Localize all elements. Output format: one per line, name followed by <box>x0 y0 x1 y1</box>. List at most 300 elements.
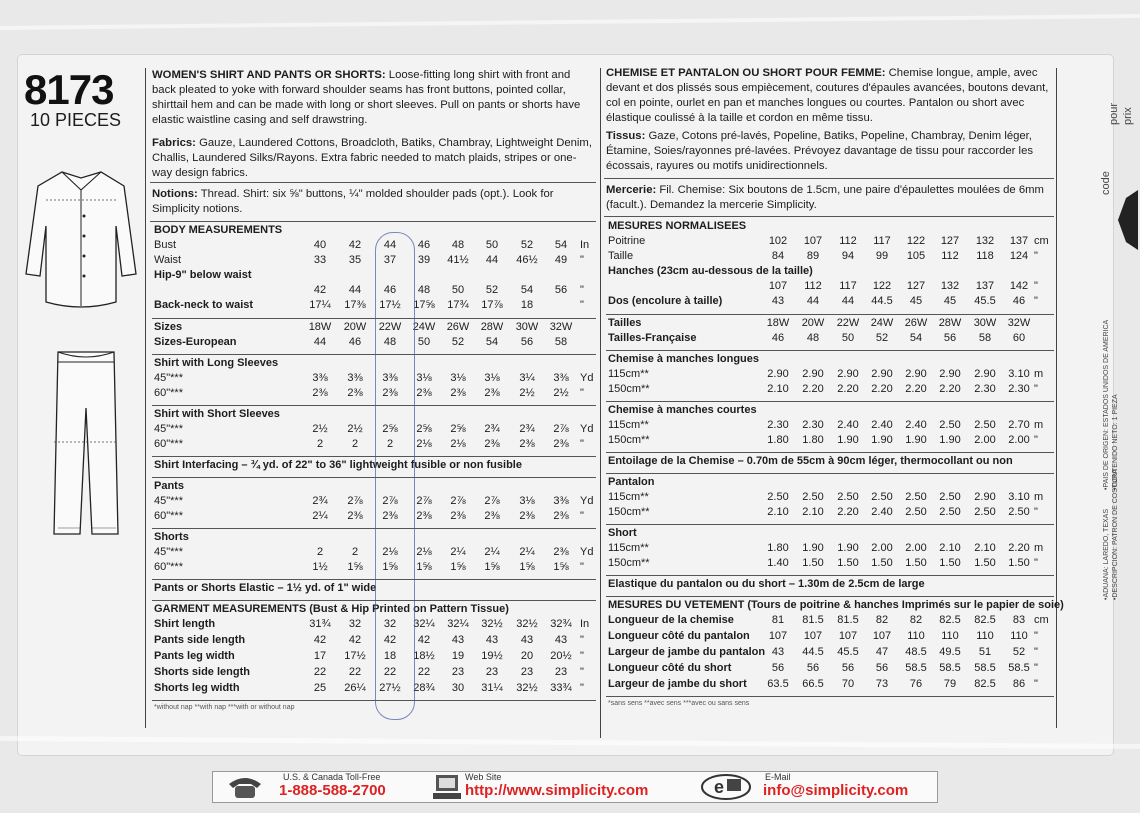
garment-row-value: 25 <box>313 682 327 694</box>
short-60-value: 2⅜ <box>519 438 535 450</box>
section-rule <box>150 221 596 222</box>
shorts-60-value: 1.50 <box>905 557 927 569</box>
body-row-value: 102 <box>768 235 788 247</box>
long-45-value: 3.10 <box>1008 368 1030 380</box>
en-description: WOMEN'S SHIRT AND PANTS OR SHORTS: Loose-fitting long shirt with front and back pleated to yoke with forward shoulder seams has front buttons, pointed collar, shirttail hem and can be made with long or short sleeves. Pull on pants or shorts have elastic waistline casing and self drawstring. <box>152 69 581 126</box>
web-label: Web Site <box>465 772 502 782</box>
body-row-value: 17⅜ <box>344 299 366 311</box>
shorts-45-value: 2 <box>316 546 324 558</box>
interfacing-note: Shirt Interfacing – ¾ yd. of 22" to 36" lightweight fusible or non fusible <box>154 459 522 471</box>
short-60-value: 1.90 <box>905 434 927 446</box>
section-rule <box>606 524 1054 525</box>
garment-row-value: 42 <box>383 634 397 646</box>
garment-row-value: 32¼ <box>447 618 469 630</box>
body-row-value: 52 <box>520 239 534 251</box>
section-rule <box>150 182 596 183</box>
body-row-value: 132 <box>975 235 995 247</box>
shorts-60-value: 1⅝ <box>484 561 500 573</box>
shorts-60-unit: " <box>580 561 584 573</box>
body-row-value: 132 <box>940 280 960 292</box>
garment-row-value: 58.5 <box>905 662 927 674</box>
garment-row-unit: " <box>1034 646 1038 658</box>
email-address[interactable]: info@simplicity.com <box>763 782 909 799</box>
body-row-value: 84 <box>771 250 785 262</box>
column-divider <box>1056 68 1057 728</box>
size-eu-value: 58 <box>978 332 992 344</box>
garment-row-unit: " <box>580 650 584 662</box>
short-45-value: 2.40 <box>837 419 859 431</box>
garment-row-value: 17½ <box>344 650 366 662</box>
garment-row-label: Shorts side length <box>154 666 250 678</box>
shorts-45-value: 2¼ <box>519 546 535 558</box>
body-row-value: 46 <box>383 284 397 296</box>
size-eu-value: 44 <box>313 336 327 348</box>
garment-row-unit: In <box>580 618 590 630</box>
body-row-value: 122 <box>906 235 926 247</box>
garment-row-unit: cm <box>1034 614 1049 626</box>
short-45-unit: m <box>1034 419 1044 431</box>
pants-60-value: 2⅜ <box>450 510 466 522</box>
size-eu-value: 46 <box>348 336 362 348</box>
pants-60-value: 2.50 <box>974 506 996 518</box>
garment-row-value: 26¼ <box>344 682 366 694</box>
garment-row-value: 23 <box>451 666 465 678</box>
body-row-value: 48 <box>417 284 431 296</box>
body-row-unit: " <box>580 284 584 296</box>
size-eu-value: 58 <box>554 336 568 348</box>
short-60-value: 1.90 <box>837 434 859 446</box>
size-value: 20W <box>801 317 825 329</box>
garment-row-value: 32½ <box>516 682 538 694</box>
short-60-value: 1.80 <box>767 434 789 446</box>
shorts-45-value: 2.20 <box>1008 542 1030 554</box>
short-45-value: 2.70 <box>1008 419 1030 431</box>
body-row-value: 44 <box>841 295 855 307</box>
sizes-eu-label: Sizes-European <box>154 336 237 348</box>
garment-row-value: 43 <box>554 634 568 646</box>
body-row-value: 17¾ <box>447 299 469 311</box>
garment-row-value: 66.5 <box>802 678 824 690</box>
size-eu-value: 54 <box>485 336 499 348</box>
garment-row-label: Longueur côté du short <box>608 662 732 674</box>
body-row-value: 112 <box>941 250 959 262</box>
short-60-value: 2⅜ <box>484 438 500 450</box>
body-row-value: 122 <box>872 280 892 292</box>
garment-row-value: 43 <box>485 634 499 646</box>
short-60-value: 2.00 <box>974 434 996 446</box>
long-45-value: 2.90 <box>871 368 893 380</box>
shirt-sketch <box>24 166 139 316</box>
garment-row-label: Pants leg width <box>154 650 235 662</box>
section-rule <box>152 456 596 457</box>
pants-60-value: 2⅜ <box>382 510 398 522</box>
long-60-value: 2⅜ <box>347 387 363 399</box>
garment-row-value: 28¾ <box>413 682 435 694</box>
pants-60-value: 2.10 <box>767 506 789 518</box>
email-label: E-Mail <box>765 772 791 782</box>
long-60-value: 2.30 <box>1008 383 1030 395</box>
pants-45-value: 2⅞ <box>382 495 398 507</box>
pants-45-value: 2.50 <box>939 491 961 503</box>
pants-45-value: 2¾ <box>312 495 328 507</box>
section-rule <box>152 600 596 601</box>
long-60-value: 2⅜ <box>312 387 328 399</box>
garment-row-unit: " <box>1034 662 1038 674</box>
long-60-value: 2.20 <box>802 383 824 395</box>
fr-fabrics: Tissus: Gaze, Cotons pré-lavés, Popeline, Batiks, Popeline, Chambray, Denim léger, Étamine, Soies/rayonnes pré-lavées. Prévoyez davantage de tissu pour raccorder les écossais, rayures ou motifs unidirectionnels. <box>606 130 1033 172</box>
garment-row-value: 32¼ <box>413 618 435 630</box>
pants-60-label: 60"*** <box>154 510 183 522</box>
garment-row-value: 18 <box>383 650 397 662</box>
body-row-value: 33 <box>313 254 327 266</box>
pants-60-value: 2⅜ <box>553 510 569 522</box>
shorts-45-value: 2.10 <box>939 542 961 554</box>
garment-row-value: 32 <box>383 618 397 630</box>
long-60-value: 2½ <box>519 387 535 399</box>
body-row-value: 50 <box>451 284 465 296</box>
garment-row-label: Shorts leg width <box>154 682 240 694</box>
shorts-45-unit: m <box>1034 542 1044 554</box>
shorts-45-label: 115cm** <box>608 542 649 554</box>
sizes-label: Sizes <box>154 321 183 333</box>
short-45-value: 2.30 <box>767 419 789 431</box>
paper-crease <box>0 14 1140 30</box>
pants-45-unit: Yd <box>580 495 594 507</box>
short-60-value: 1.90 <box>871 434 893 446</box>
long-60-value: 2⅜ <box>450 387 466 399</box>
body-row-value: 46 <box>1012 295 1026 307</box>
short-45-value: 2¾ <box>484 423 500 435</box>
body-row-value: 18 <box>520 299 534 311</box>
long-45-value: 2.90 <box>837 368 859 380</box>
long-60-unit: " <box>1034 383 1038 395</box>
shorts-45-value: 2⅜ <box>553 546 569 558</box>
garment-row-value: 73 <box>875 678 889 690</box>
body-row-value: 35 <box>348 254 362 266</box>
size-eu-value: 60 <box>1012 332 1026 344</box>
short-60-value: 2⅜ <box>553 438 569 450</box>
garment-row-value: 107 <box>768 630 788 642</box>
short-45-value: 2.40 <box>905 419 927 431</box>
footnote: *without nap **with nap ***with or without nap <box>154 704 295 711</box>
body-row-label: Bust <box>154 239 177 251</box>
body-row-value: 127 <box>906 280 926 292</box>
size-value: 22W <box>378 321 402 333</box>
sizes-eu-label: Tailles-Française <box>608 332 697 344</box>
size-eu-value: 48 <box>806 332 820 344</box>
pants-60-value: 2⅜ <box>484 510 500 522</box>
garment-row-value: 32 <box>348 618 362 630</box>
short-45-value: 2¾ <box>519 423 535 435</box>
garment-row-value: 42 <box>417 634 431 646</box>
body-row-value: 45 <box>909 295 923 307</box>
long-60-unit: " <box>580 387 584 399</box>
short-60-label: 60"*** <box>154 438 183 450</box>
garment-row-value: 44.5 <box>802 646 824 658</box>
short-45-value: 2⅝ <box>450 423 466 435</box>
pants-45-value: 2⅞ <box>450 495 466 507</box>
pants-60-value: 2.10 <box>802 506 824 518</box>
shorts-45-value: 2.00 <box>905 542 927 554</box>
body-row-value: 127 <box>940 235 960 247</box>
pants-60-unit: " <box>1034 506 1038 518</box>
body-row-unit: " <box>1034 295 1038 307</box>
garment-row-value: 110 <box>976 630 994 642</box>
pants-sketch <box>50 348 122 538</box>
size-value: 22W <box>836 317 860 329</box>
size-eu-value: 52 <box>875 332 889 344</box>
body-row-value: 56 <box>554 284 568 296</box>
size-value: 26W <box>446 321 470 333</box>
section-rule <box>606 696 1054 697</box>
garment-row-value: 42 <box>348 634 362 646</box>
body-row-label: Back-neck to waist <box>154 299 254 311</box>
body-row-unit: In <box>580 239 590 251</box>
garment-row-label: Shirt length <box>154 618 216 630</box>
long-60-value: 2⅜ <box>416 387 432 399</box>
garment-row-value: 48.5 <box>905 646 927 658</box>
section-rule <box>606 350 1054 351</box>
elastic-note: Pants or Shorts Elastic – 1½ yd. of 1" wide <box>154 582 377 594</box>
shorts-60-value: 1⅝ <box>450 561 466 573</box>
pants-60-value: 2.50 <box>1008 506 1030 518</box>
garment-row-unit: " <box>580 666 584 678</box>
short-45-unit: Yd <box>580 423 594 435</box>
long-45-value: 3⅛ <box>450 372 466 384</box>
shorts-60-label: 150cm** <box>608 557 650 569</box>
long-45-value: 3⅛ <box>484 372 500 384</box>
long-45-value: 3⅜ <box>382 372 398 384</box>
garment-row-value: 19½ <box>481 650 503 662</box>
telephone-icon <box>225 774 265 800</box>
garment-row-value: 107 <box>872 630 892 642</box>
long-45-value: 2.90 <box>974 368 996 380</box>
column-divider <box>600 68 601 738</box>
body-measurements-title: BODY MEASUREMENTS <box>154 224 283 236</box>
long-45-value: 3¼ <box>519 372 535 384</box>
size-eu-value: 48 <box>383 336 397 348</box>
pants-60-unit: " <box>580 510 584 522</box>
size-eu-value: 46 <box>771 332 785 344</box>
size-value: 24W <box>412 321 436 333</box>
shorts-45-label: 45"*** <box>154 546 183 558</box>
short-45-value: 2⅝ <box>416 423 432 435</box>
body-row-value: 54 <box>554 239 568 251</box>
pants-45-value: 3.10 <box>1008 491 1030 503</box>
garment-row-value: 23 <box>520 666 534 678</box>
body-row-value: 46 <box>417 239 431 251</box>
body-row-value: 99 <box>875 250 889 262</box>
pants-45-unit: m <box>1034 491 1044 503</box>
garment-row-value: 23 <box>485 666 499 678</box>
garment-row-value: 63.5 <box>767 678 789 690</box>
body-row-value: 49 <box>554 254 568 266</box>
shorts-45-value: 2.00 <box>871 542 893 554</box>
section-rule <box>604 178 1054 179</box>
shorts-45-value: 2¼ <box>484 546 500 558</box>
body-row-label: Waist <box>154 254 182 266</box>
pants-60-value: 2¼ <box>312 510 328 522</box>
size-eu-value: 56 <box>520 336 534 348</box>
size-value: 28W <box>938 317 962 329</box>
long-60-value: 2½ <box>553 387 569 399</box>
pants-60-value: 2.40 <box>871 506 893 518</box>
garment-row-value: 18½ <box>413 650 435 662</box>
body-row-value: 89 <box>806 250 820 262</box>
garment-row-unit: " <box>580 682 584 694</box>
pants-45-value: 2.90 <box>974 491 996 503</box>
size-value: 20W <box>343 321 367 333</box>
garment-row-value: 51 <box>978 646 992 658</box>
side-pour: pour <box>1108 102 1120 125</box>
phone-label: U.S. & Canada Toll-Free <box>283 772 381 782</box>
body-row-value: 117 <box>873 235 891 247</box>
long-45-label: 45"*** <box>154 372 183 384</box>
section-rule <box>606 575 1054 576</box>
shorts-60-value: 1.40 <box>767 557 789 569</box>
garment-row-unit: " <box>1034 678 1038 690</box>
size-value: 30W <box>515 321 539 333</box>
long-45-label: 115cm** <box>608 368 649 380</box>
body-row-value: 40 <box>313 239 327 251</box>
body-row-value: 107 <box>768 280 788 292</box>
long-60-value: 2.20 <box>837 383 859 395</box>
size-value: 26W <box>904 317 928 329</box>
garment-row-value: 81 <box>771 614 785 626</box>
garment-row-value: 107 <box>838 630 858 642</box>
long-45-value: 2.90 <box>802 368 824 380</box>
garment-row-value: 27½ <box>379 682 401 694</box>
pattern-number: 8173 <box>24 66 114 113</box>
pants-title: Pants <box>154 480 184 492</box>
phone-number[interactable]: 1-888-588-2700 <box>279 782 386 799</box>
garment-row-value: 82 <box>875 614 889 626</box>
side-description: •DESCRIPCION: PATRON DE COSTURA <box>1112 469 1119 600</box>
arrow-icon <box>1118 190 1138 250</box>
body-row-unit: " <box>1034 250 1038 262</box>
pants-60-value: 2⅜ <box>416 510 432 522</box>
body-row-value: 46½ <box>516 254 538 266</box>
section-rule <box>606 452 1054 453</box>
body-row-value: 17½ <box>379 299 401 311</box>
body-row-value: 112 <box>839 235 857 247</box>
section-rule <box>606 473 1054 474</box>
shorts-45-value: 2 <box>351 546 359 558</box>
garment-row-value: 81.5 <box>802 614 824 626</box>
interfacing-note: Entoilage de la Chemise – 0.70m de 55cm à 90cm léger, thermocollant ou non <box>608 455 1013 467</box>
long-60-value: 2.30 <box>974 383 996 395</box>
pants-45-value: 3⅛ <box>519 495 535 507</box>
size-value: 24W <box>870 317 894 329</box>
short-45-value: 2.50 <box>974 419 996 431</box>
garment-row-value: 52 <box>1012 646 1026 658</box>
section-rule <box>606 401 1054 402</box>
long-45-value: 3⅜ <box>347 372 363 384</box>
shorts-60-value: 1.50 <box>871 557 893 569</box>
piece-count: 10 PIECES <box>30 110 122 130</box>
web-url[interactable]: http://www.simplicity.com <box>465 782 649 799</box>
garment-row-value: 17 <box>313 650 327 662</box>
garment-row-value: 31¼ <box>481 682 503 694</box>
size-value: 18W <box>766 317 790 329</box>
short-60-value: 2 <box>351 438 359 450</box>
long-title: Shirt with Long Sleeves <box>154 357 279 369</box>
size-eu-value: 54 <box>909 332 923 344</box>
body-row-value: 142 <box>1009 280 1029 292</box>
garment-row-label: Pants side length <box>154 634 246 646</box>
pants-45-label: 115cm** <box>608 491 649 503</box>
garment-row-value: 43 <box>771 646 785 658</box>
pants-title: Pantalon <box>608 476 655 488</box>
long-60-label: 60"*** <box>154 387 183 399</box>
garment-row-value: 58.5 <box>1008 662 1030 674</box>
section-rule <box>152 405 596 406</box>
garment-row-value: 83 <box>1012 614 1026 626</box>
footnote: *sans sens **avec sens ***avec ou sans sens <box>608 700 750 707</box>
body-row-value: 52 <box>485 284 499 296</box>
garment-row-value: 19 <box>451 650 465 662</box>
body-row-value: 44.5 <box>871 295 893 307</box>
shorts-60-value: 1⅝ <box>382 561 398 573</box>
section-rule <box>604 216 1054 217</box>
body-row-value: 17⅝ <box>413 299 435 311</box>
garment-row-value: 33¾ <box>550 682 572 694</box>
body-row-value: 54 <box>520 284 534 296</box>
pants-60-value: 2⅜ <box>519 510 535 522</box>
long-60-value: 2.20 <box>905 383 927 395</box>
short-45-value: 2.30 <box>802 419 824 431</box>
shorts-60-value: 1.50 <box>939 557 961 569</box>
garment-row-value: 56 <box>875 662 889 674</box>
column-divider <box>145 68 146 728</box>
long-60-value: 2.10 <box>767 383 789 395</box>
short-45-value: 2⅝ <box>382 423 398 435</box>
garment-row-value: 70 <box>841 678 855 690</box>
body-row-value: 44 <box>348 284 362 296</box>
body-row-unit: " <box>580 299 584 311</box>
body-row-unit: cm <box>1034 235 1049 247</box>
body-row-value: 117 <box>839 280 857 292</box>
shorts-45-unit: Yd <box>580 546 594 558</box>
body-row-value: 107 <box>803 235 823 247</box>
garment-row-value: 31¾ <box>309 618 331 630</box>
short-45-value: 2½ <box>312 423 328 435</box>
long-45-value: 3⅜ <box>553 372 569 384</box>
body-row-value: 137 <box>1009 235 1029 247</box>
shorts-60-value: 1⅝ <box>519 561 535 573</box>
section-rule <box>606 596 1054 597</box>
garment-row-value: 107 <box>803 630 823 642</box>
garment-row-value: 58.5 <box>939 662 961 674</box>
fr-notions: Mercerie: Fil. Chemise: Six boutons de 1.5cm, une paire d'épaulettes moulées de 6mm (facult.). Demandez la mercerie Simplicity. <box>606 184 1044 211</box>
garment-row-value: 79 <box>943 678 957 690</box>
long-60-label: 150cm** <box>608 383 650 395</box>
long-45-value: 2.90 <box>905 368 927 380</box>
body-row-value: 94 <box>841 250 855 262</box>
long-45-value: 2.90 <box>939 368 961 380</box>
size-value: 28W <box>480 321 504 333</box>
long-45-value: 3⅜ <box>312 372 328 384</box>
garment-row-value: 56 <box>806 662 820 674</box>
section-rule <box>152 700 596 701</box>
garment-row-value: 20 <box>520 650 534 662</box>
body-row-value: 42 <box>313 284 327 296</box>
garment-row-value: 30 <box>451 682 465 694</box>
short-60-value: 2 <box>386 438 394 450</box>
garment-row-unit: " <box>580 634 584 646</box>
body-row-value: 118 <box>976 250 994 262</box>
size-eu-value: 50 <box>841 332 855 344</box>
